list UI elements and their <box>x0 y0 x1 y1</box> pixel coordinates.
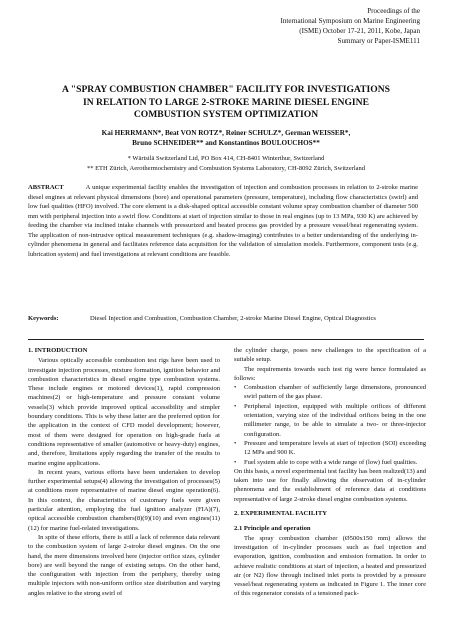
principle-paragraph: The spray combustion chamber (Ø500x150 mm) allows the investigation of in-cylinder processes such as fuel injection and evaporation, ignition, combustion and emission formation. In order to achieve realistic conditions at start of injection, a heated and pressurized air (or N2) flow through inclined inlet ports is provided by a pressure vessel/heat regenerating system as indicated in Figure 1. The inner core of this regenerator consists of a tensioned pack- <box>234 534 426 598</box>
proceedings-header <box>281 6 420 46</box>
affiliation-2: ** ETH Zürich, Aerothermochemistry and Combustion Systems Laboratory, CH-8092 Zürich, Switzerland <box>86 164 366 172</box>
proceedings-line-3: (ISME) October 17-21, 2011, Kobe, Japan <box>299 27 420 35</box>
requirements-list <box>234 383 426 467</box>
title-line-3: COMBUSTION SYSTEM OPTIMIZATION <box>133 109 319 120</box>
proceedings-line-4: Summary or Paper-ISME111 <box>337 37 420 45</box>
facility-paragraph: On this basis, a novel experimental test facility has been realized(13) and taken into use for finally allowing the observation of in-cylinder phenomena and the establishment of reference data at conditions representative of large 2-stroke diesel engine combustion systems. <box>234 467 426 503</box>
title-line-1: A "SPRAY COMBUSTION CHAMBER" FACILITY FOR INVESTIGATIONS <box>61 84 390 95</box>
authors-line-1: Kai HERRMANN*, Beat VON ROTZ*, Reiner SCHULZ*, German WEISSER*, <box>101 129 351 137</box>
affiliation-1: * Wärtsilä Switzerland Ltd, PO Box 414, CH-8401 Winterthur, Switzerland <box>127 155 325 162</box>
left-column <box>28 346 220 598</box>
abstract-section <box>28 183 418 259</box>
abstract-label: ABSTRACT <box>28 184 64 191</box>
section-divider <box>28 339 424 340</box>
keywords-text: Diesel Injection and Combustion, Combustion Chamber, 2-stroke Marine Diesel Engine, Optical Diagnostics <box>90 315 376 322</box>
title-line-2: IN RELATION TO LARGE 2-STROKE MARINE DIESEL ENGINE <box>82 96 369 108</box>
experimental-facility-heading: 2. EXPERIMENTAL FACILITY <box>234 510 327 518</box>
intro-paragraph-3: In spite of these efforts, there is still a lack of reference data relevant to the combustion system of large 2-stroke diesel engines. On the one hand, the mere dimensions involved here (injector orifice sizes, cylinder bore) are well beyond the range of existing setups. On the other hand, the configuration with injection from the periphery, thereby using multiple injectors with non-uniform orifice size distribution and varying angles relative to the strong swirl of <box>28 533 220 597</box>
intro-paragraph-1: Various optically accessible combustion test rigs have been used to investigate injection processes, mixture formation, ignition behavior and combustion characteristics in diesel engine type combustion systems. These include engines or motored devices(1), rapid compression machines(2) or high-temperature and pressure constant volume vessels(3) which provide improved optical accessibility and simpler boundary conditions. This is why these latter are the preferred option for the application in the context of CFD model development; however, most of them were designed for operation on high-grade fuels at conditions representative of smaller (automotive or heavy-duty) engines, and, therefore, limitations apply regarding the transfer of the results to marine engine applications. <box>28 357 220 467</box>
keywords-section <box>28 314 424 324</box>
proceedings-line-1: Proceedings of the <box>367 7 420 15</box>
principle-heading: 2.1 Principle and operation <box>234 525 311 533</box>
authors-line-2: Bruno SCHNEIDER** and Konstantinos BOULOUCHOS** <box>132 139 320 147</box>
keywords-label: Keywords: <box>28 315 59 322</box>
abstract-text: A unique experimental facility enables the investigation of injection and combustion processes in relation to 2-stroke marine diesel engines at relevant physical dimensions (bore) and operational parameters (pressure, temperature), including flow characteristics (swirl) and low fuel qualities (HFO) involved. The core element is a disk-shaped optical accessible constant volume spray combustion chamber of diameter 500 mm with peripheral injection into a swirl flow. Conditions at start of injection similar to those in real engines (up to 13 MPa, 930 K) are achieved by feeding the chamber via inclined intake channels with pressurized and heated process gas provided by a pressure vessel/heat regenerating system. The application of non-intrusive optical measurement techniques (e.g. shadow-imaging) contributes to a better understanding of the underlying in-cylinder phenomena in general and facilitates reference data acquisition for the validation of simulation models. Furthermore, component tests (e.g. lubrication system) and fuel investigations at relevant conditions are feasible. <box>28 184 418 258</box>
requirement-item: • Pressure and temperature levels at start of injection (SOI) exceeding 12 MPa and 900 K. <box>234 439 426 458</box>
continued-paragraph: the cylinder charge, poses new challenges to the specification of a suitable setup. <box>234 347 426 364</box>
requirement-item: • Peripheral injection, equipped with multiple orifices of different orientation, varying size of the individual orifices being in the one millimeter range, to be able to simulate a two- or three-injector configuration. <box>234 402 426 439</box>
right-column <box>234 346 426 599</box>
requirements-intro: The requirements towards such test rig were hence formulated as follows: <box>234 365 426 382</box>
proceedings-line-2: International Symposium on Marine Engineering <box>280 17 420 25</box>
affiliations <box>20 154 432 173</box>
requirement-item: • Fuel system able to cope with a wide range of (low) fuel qualities. <box>234 458 426 467</box>
author-list <box>20 128 432 148</box>
intro-paragraph-2: In recent years, various efforts have been undertaken to develop further experimental setups(4) allowing the investigation of processes(5) at conditions more representative of marine diesel engine operation(6). In this context, the characteristics of customary fuels were given particular attention, employing the fuel ignition analyzer (FIA)(7), optical accessible combustion chambers(8)(9)(10) and even engines(11)(12) for marine fuel-related investigations. <box>28 468 220 532</box>
paper-title <box>20 84 432 122</box>
introduction-heading: 1. INTRODUCTION <box>28 347 88 354</box>
requirement-item: • Combustion chamber of sufficiently large dimensions, pronounced swirl pattern of the gas phase. <box>234 383 426 402</box>
